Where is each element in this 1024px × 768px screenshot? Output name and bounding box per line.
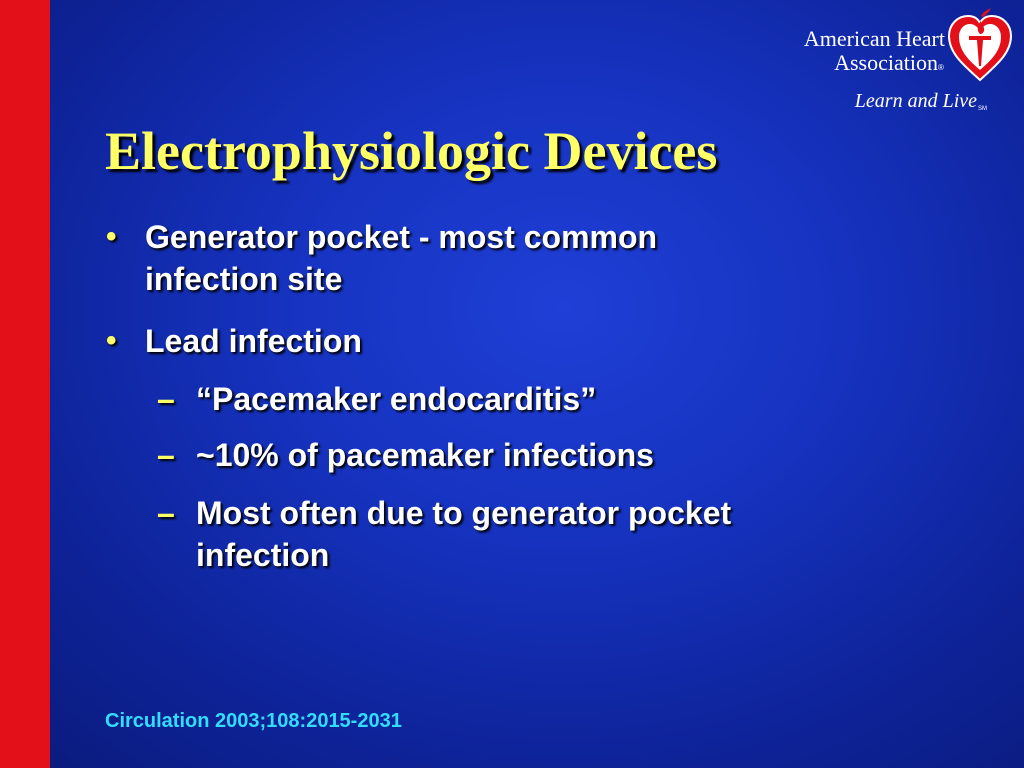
bullet-text-line1: Lead infection: [145, 323, 362, 359]
bullet-item: [145, 320, 362, 362]
logo-tagline: Learn and Live: [854, 90, 977, 112]
sub-bullet-dash: –: [157, 495, 175, 531]
sub-bullet-text-line1: ~10% of pacemaker infections: [196, 437, 654, 473]
citation: Circulation 2003;108:2015-2031: [105, 710, 402, 732]
bullet-text-line1: Generator pocket - most common: [145, 219, 658, 255]
slide-title: Electrophysiologic Devices: [105, 121, 718, 181]
sub-bullet-text-line1: “Pacemaker endocarditis”: [196, 381, 597, 417]
sub-bullet-text-line2: infection: [196, 537, 330, 573]
bullet-text-line2: infection site: [145, 261, 343, 297]
sub-bullet-text-line1: Most often due to generator pocket: [196, 495, 732, 531]
sub-bullet-item: [196, 378, 596, 420]
bullet-dot: •: [106, 220, 117, 253]
registered-mark: ®: [938, 63, 944, 72]
sub-bullet-dash: –: [157, 381, 175, 417]
bullet-item: [145, 216, 657, 300]
sub-bullet-item: [196, 492, 731, 576]
sub-bullet-dash: –: [157, 437, 175, 473]
service-mark: SM: [978, 106, 987, 112]
logo-org-name-line1: American Heart: [803, 26, 945, 51]
logo-org-name-line2: Association: [834, 50, 938, 75]
bullet-dot: •: [106, 324, 117, 357]
sub-bullet-item: [196, 434, 654, 476]
